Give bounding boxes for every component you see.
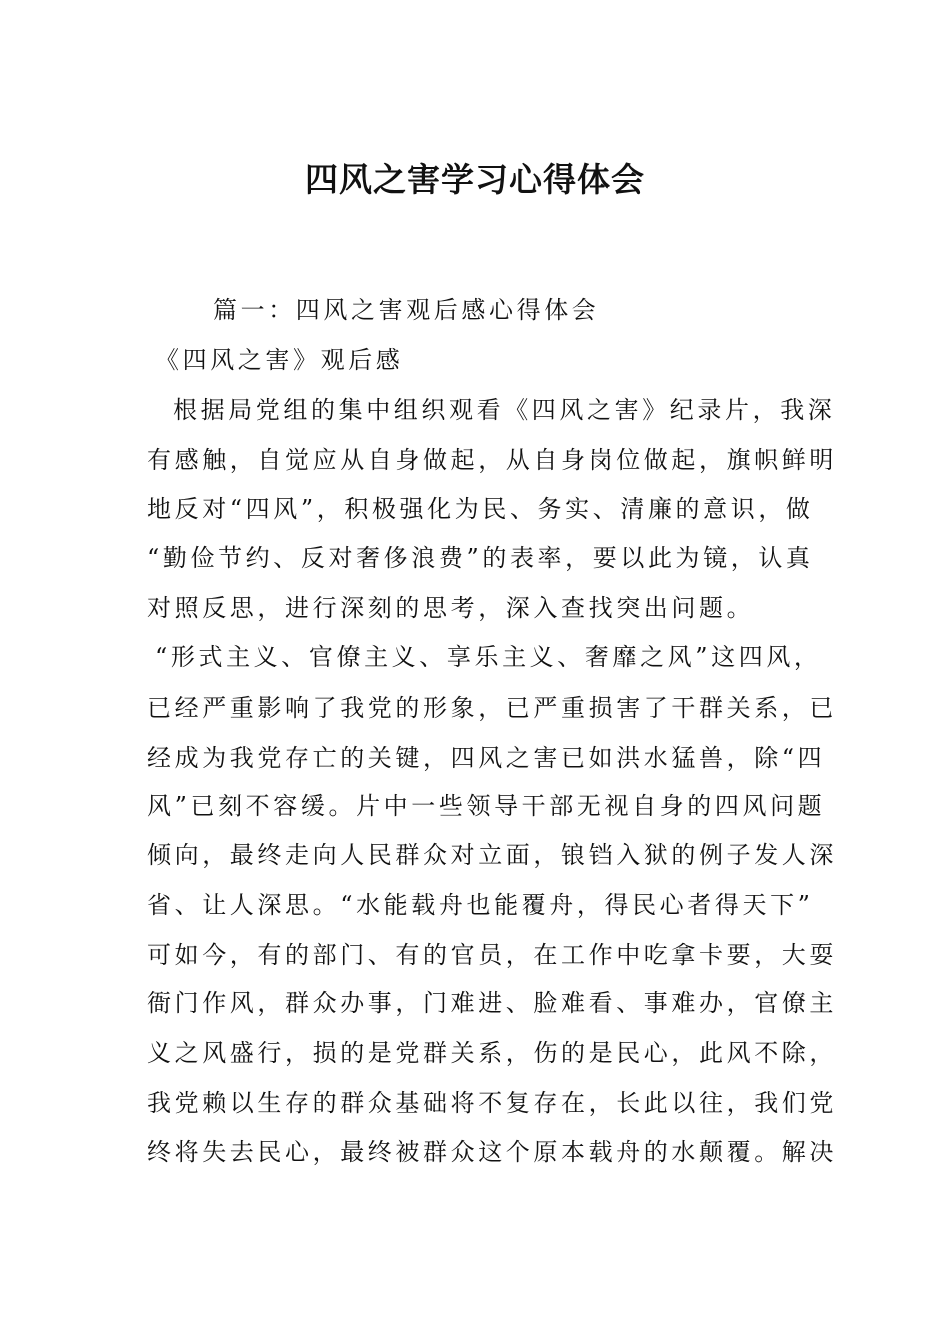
- paragraph-line: 地反对“四风”，积极强化为民、务实、清廉的意识，做: [147, 495, 814, 523]
- section-heading: 篇一：四风之害观后感心得体会: [213, 296, 600, 324]
- document-title: 四风之害学习心得体会: [305, 160, 645, 199]
- paragraph-line: “勤俭节约、反对奢侈浪费”的表率，要以此为镜，认真: [147, 544, 814, 572]
- paragraph-line: 省、让人深思。“水能载舟也能覆舟，得民心者得天下”: [147, 891, 814, 919]
- paragraph-line: 衙门作风，群众办事，门难进、脸难看、事难办，官僚主: [147, 989, 837, 1017]
- subheading: 《四风之害》观后感: [155, 346, 404, 374]
- paragraph-line: 终将失去民心，最终被群众这个原本载舟的水颠覆。解决: [147, 1138, 837, 1166]
- paragraph-line: 风”已刻不容缓。片中一些领导干部无视自身的四风问题: [147, 792, 826, 820]
- paragraph-line: 根据局党组的集中组织观看《四风之害》纪录片，我深: [173, 396, 836, 424]
- paragraph-line: 义之风盛行，损的是党群关系，伤的是民心，此风不除，: [147, 1039, 837, 1067]
- paragraph-line: 已经严重影响了我党的形象，已严重损害了干群关系，已: [147, 694, 837, 722]
- paragraph-line: 可如今，有的部门、有的官员，在工作中吃拿卡要，大耍: [147, 941, 837, 969]
- paragraph-line: “形式主义、官僚主义、享乐主义、奢靡之风”这四风，: [155, 643, 822, 671]
- paragraph-line: 有感触，自觉应从自身做起，从自身岗位做起，旗帜鲜明: [147, 446, 837, 474]
- paragraph-line: 经成为我党存亡的关键，四风之害已如洪水猛兽，除“四: [147, 744, 826, 772]
- paragraph-line: 我党赖以生存的群众基础将不复存在，长此以往，我们党: [147, 1089, 837, 1117]
- paragraph-line: 倾向，最终走向人民群众对立面，锒铛入狱的例子发人深: [147, 841, 837, 869]
- paragraph-line: 对照反思，进行深刻的思考，深入查找突出问题。: [147, 594, 755, 622]
